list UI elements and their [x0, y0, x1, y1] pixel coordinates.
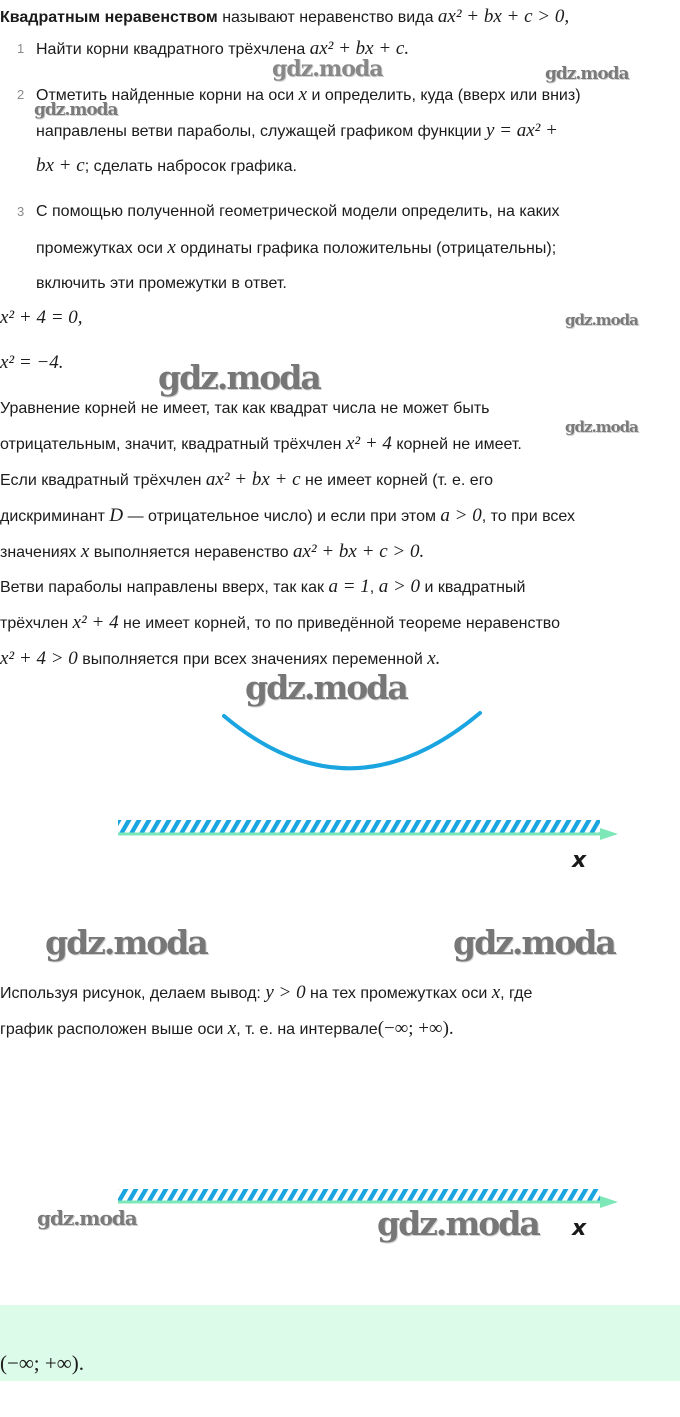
axis-label: x: [572, 848, 587, 873]
parabola-curve: [224, 713, 480, 768]
step-2-line-1: Отметить найденные корни на оси x и определить, куда (вверх или вниз): [36, 84, 581, 105]
x-axis-arrow: [600, 1196, 618, 1208]
step-number: 2: [17, 87, 25, 102]
paragraph-1-line-2: отрицательным, значит, квадратный трёхчлен x² + 4 корней не имеет.: [0, 433, 522, 454]
watermark-logo: gdz.moda: [45, 923, 207, 962]
intro-line: Квадратным неравенством называют неравенство вида ax² + bx + c > 0,: [0, 6, 570, 27]
watermark-logo: gdz.moda: [453, 923, 615, 962]
paragraph-3-line-3: x² + 4 > 0 выполняется при всех значениях переменной x.: [0, 648, 441, 669]
axis-label: x: [572, 1216, 587, 1241]
step-3-line-3: включить эти промежутки в ответ.: [36, 275, 287, 292]
paragraph-2-line-2: дискриминант D — отрицательное число) и если при этом a > 0, то при всех: [0, 505, 575, 526]
hatched-interval: [118, 820, 600, 834]
conclusion-line-2: график расположен выше оси x, т. е. на интервале(−∞; +∞).: [0, 1018, 454, 1039]
equation-2: x² = −4.: [0, 352, 64, 373]
step-1-text: Найти корни квадратного трёхчлена ax² + bx + c.: [36, 38, 410, 59]
step-2-line-2: направлены ветви параболы, служащей графиком функции y = ax² +: [36, 120, 558, 141]
paragraph-3-line-1: Ветви параболы направлены вверх, так как a = 1, a > 0 и квадратный: [0, 576, 526, 597]
paragraph-3-line-2: трёхчлен x² + 4 не имеет корней, то по приведённой теореме неравенство: [0, 612, 560, 633]
answer-text: (−∞; +∞).: [0, 1351, 84, 1375]
watermark-logo: gdz.moda: [272, 56, 383, 82]
watermark-logo: gdz.moda: [245, 668, 407, 707]
equation-1: x² + 4 = 0,: [0, 307, 83, 328]
hatched-interval: [118, 1189, 600, 1202]
step-3-line-1: С помощью полученной геометрической модели определить, на каких: [36, 203, 560, 220]
answer-box: [0, 1305, 680, 1381]
step-2-line-3: bx + c; сделать набросок графика.: [36, 155, 297, 176]
intro-term: Квадратным неравенством: [0, 9, 218, 26]
paragraph-2-line-3: значениях x выполняется неравенство ax² + bx + c > 0.: [0, 541, 425, 562]
step-3-line-2: промежутках оси x ординаты графика положительны (отрицательны);: [36, 237, 557, 258]
x-axis-arrow: [600, 828, 618, 840]
paragraph-2-line-1: Если квадратный трёхчлен ax² + bx + c не имеет корней (т. е. его: [0, 469, 494, 490]
step-number: 3: [17, 204, 25, 219]
watermark-logo: gdz.moda: [34, 100, 118, 120]
step-number: 1: [17, 41, 25, 56]
conclusion-line-1: Используя рисунок, делаем вывод: y > 0 на тех промежутках оси x, где: [0, 982, 533, 1003]
watermark-logo: gdz.moda: [565, 418, 638, 436]
paragraph-1-line-1: Уравнение корней не имеет, так как квадрат числа не может быть: [0, 400, 490, 417]
watermark-logo: gdz.moda: [158, 358, 320, 397]
watermark-logo: gdz.moda: [377, 1204, 539, 1243]
watermark-logo: gdz.moda: [37, 1206, 137, 1230]
watermark-logo: gdz.moda: [565, 311, 638, 329]
watermark-logo: gdz.moda: [545, 64, 629, 84]
